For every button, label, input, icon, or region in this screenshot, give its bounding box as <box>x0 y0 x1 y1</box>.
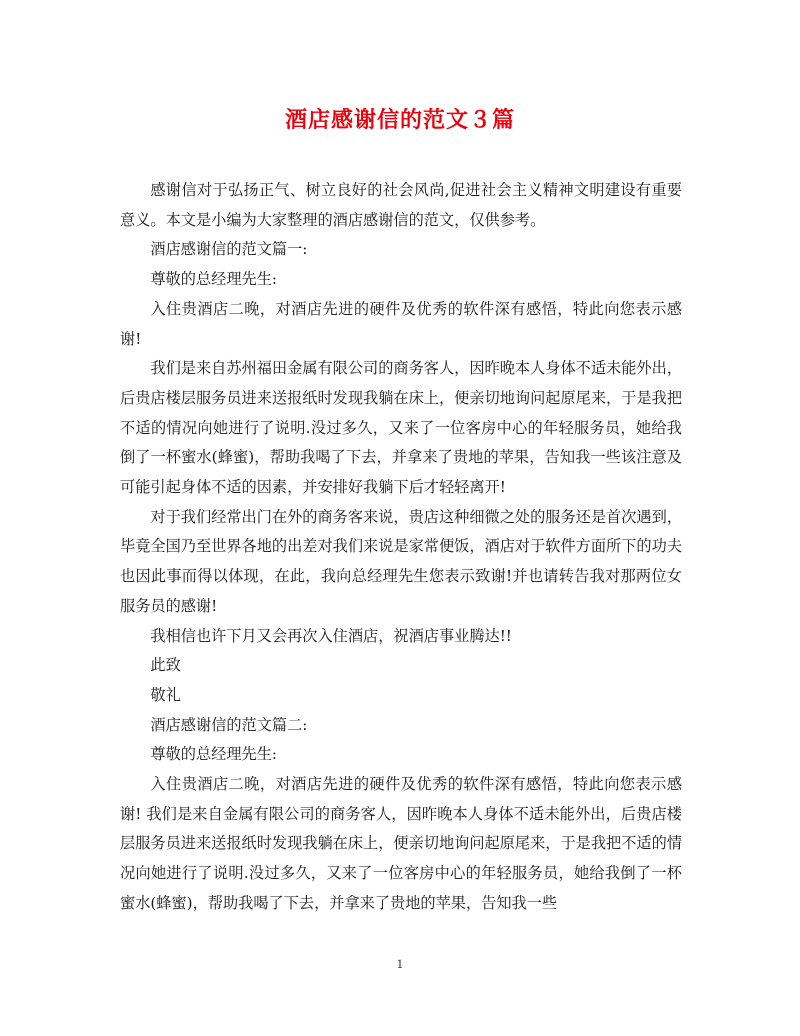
document-title: 酒店感谢信的范文３篇 <box>284 107 515 133</box>
section-heading-two: 酒店感谢信的范文篇二: <box>150 715 308 734</box>
letter-one-paragraph: 入住贵酒店二晚，对酒店先进的硬件及优秀的软件深有感悟，特此向您表示感谢! <box>120 299 682 348</box>
salutation-two: 尊敬的总经理先生: <box>150 745 278 764</box>
intro-paragraph: 感谢信对于弘扬正气、树立良好的社会风尚,促进社会主义精神文明建设有重要意义。本文是小编为大家整理的酒店感谢信的范文，仅供参考。 <box>120 181 682 229</box>
page-number: 1 <box>396 958 404 971</box>
section-heading-one: 酒店感谢信的范文篇一: <box>150 240 308 259</box>
letter-one-paragraph: 我相信也许下月又会再次入住酒店，祝酒店事业腾达!! <box>150 626 512 645</box>
closing-salute: 敬礼 <box>150 685 181 704</box>
letter-two-paragraph: 入住贵酒店二晚，对酒店先进的硬件及优秀的软件深有感悟，特此向您表示感谢! 我们是来自金属有限公司的商务客人，因昨晚本人身体不适未能外出，后贵店楼层服务员进来送报纸时发现我躺在床上，便亲切地询问起原尾来，于是我把不适的情况向她进行了说明.没过多久，又来了一位客房中心的年轻服务员，她给我倒了一杯蜜水(蜂蜜)，帮助我喝了下去，并拿来了贵地的苹果，告知我一些 <box>120 775 682 912</box>
letter-one-paragraph: 对于我们经常出门在外的商务客来说，贵店这种细微之处的服务还是首次遇到，毕竟全国乃至世界各地的出差对我们来说是家常便饭，酒店对于软件方面所下的功夫也因此事而得以体现，在此，我向总经理先生您表示致谢!并也请转告我对那两位女服务员的感谢! <box>120 507 682 615</box>
letter-one-paragraph: 我们是来自苏州福田金属有限公司的商务客人，因昨晚本人身体不适未能外出，后贵店楼层服务员进来送报纸时发现我躺在床上，便亲切地询问起原尾来，于是我把不适的情况向她进行了说明.没过多久，又来了一位客房中心的年轻服务员，她给我倒了一杯蜜水(蜂蜜)，帮助我喝了下去，并拿来了贵地的苹果，告知我一些该注意及可能引起身体不适的因素，并安排好我躺下后才轻轻离开! <box>120 359 682 497</box>
document-body <box>120 176 682 919</box>
closing-phrase: 此致 <box>150 656 181 675</box>
salutation-one: 尊敬的总经理先生: <box>150 270 278 289</box>
